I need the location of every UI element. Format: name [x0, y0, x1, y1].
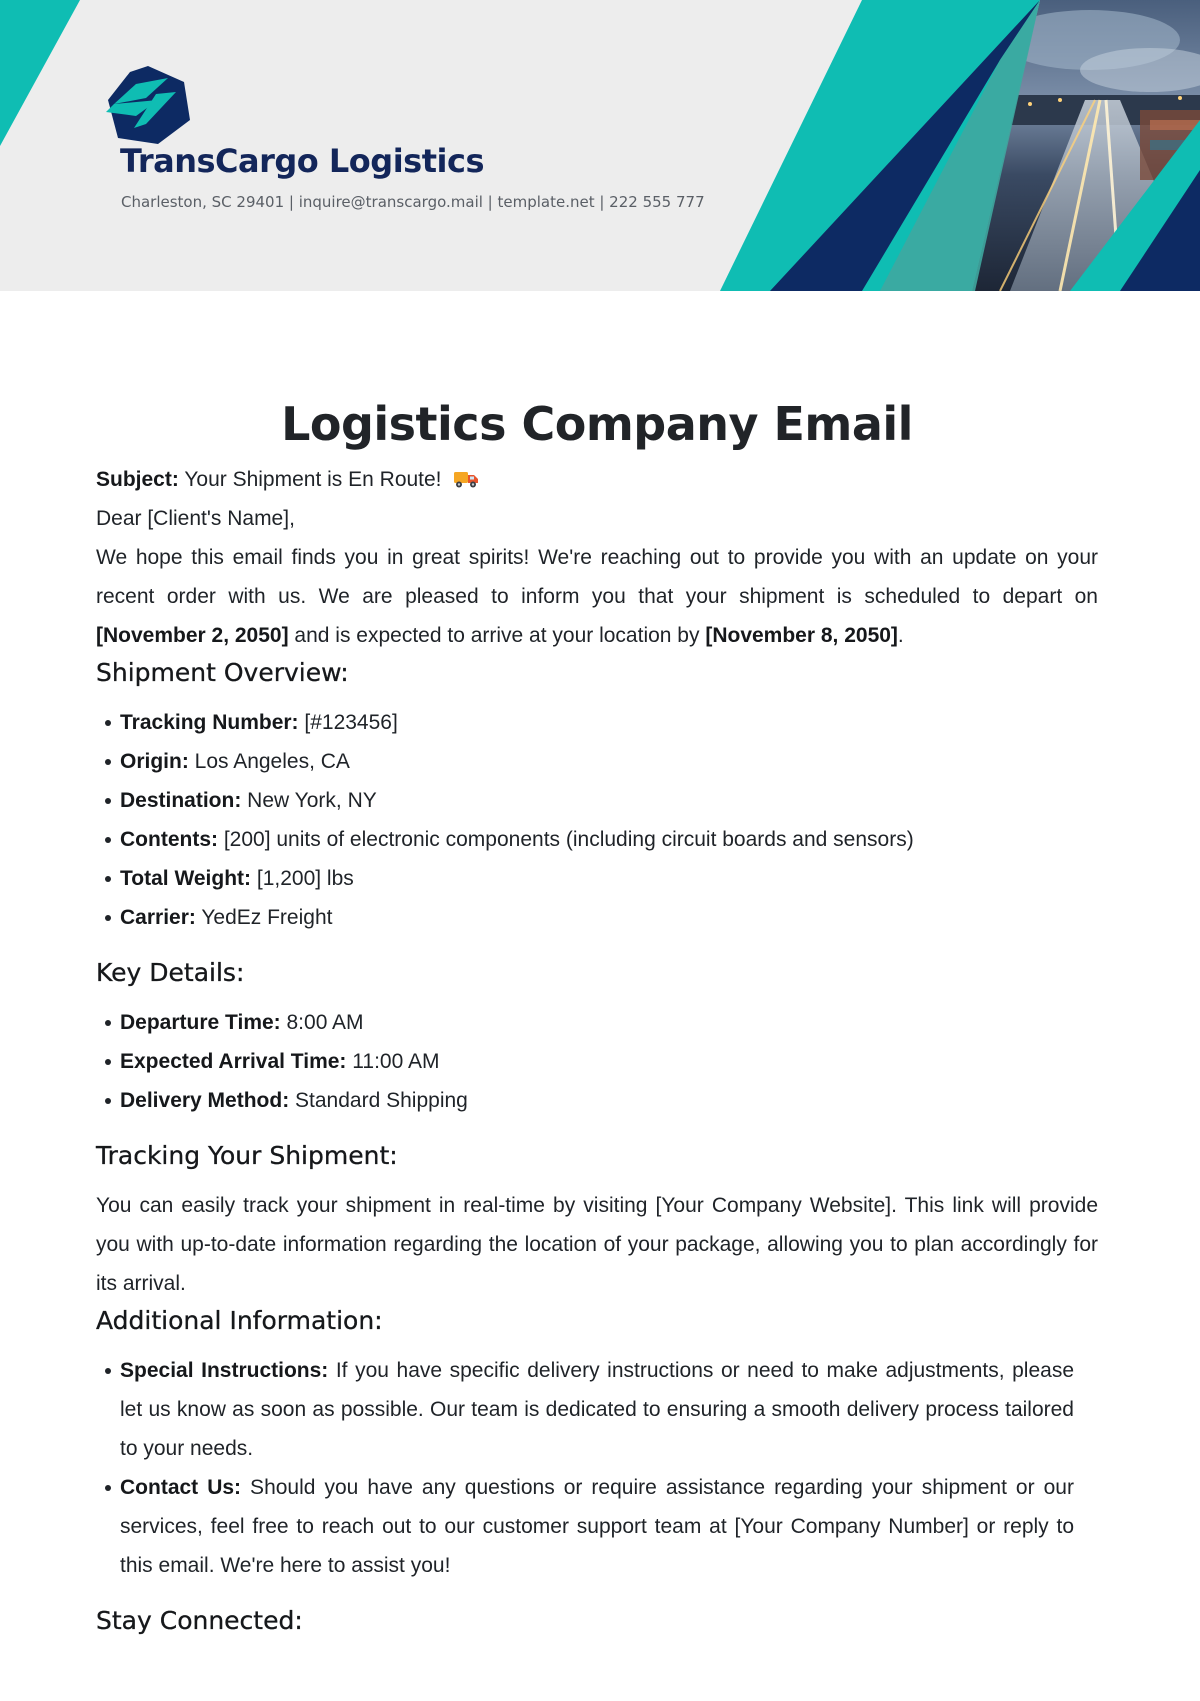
intro-text-3: . — [897, 624, 904, 647]
list-item — [96, 703, 1098, 742]
item-value: 8:00 AM — [280, 1011, 364, 1034]
company-logo-icon — [106, 64, 190, 146]
list-item — [96, 859, 1098, 898]
greeting: Dear [Client's Name], — [96, 507, 295, 530]
shipment-overview-heading: Shipment Overview: — [96, 658, 349, 687]
item-value: [1,200] lbs — [251, 867, 354, 890]
list-item — [96, 1351, 1098, 1468]
company-name: TransCargo Logistics — [120, 142, 484, 180]
list-item — [96, 898, 1098, 937]
letterhead-header — [0, 0, 1200, 291]
additional-info-list — [96, 1351, 1098, 1585]
item-label: Destination: — [120, 789, 242, 812]
item-label: Origin: — [120, 750, 189, 773]
subject-line — [96, 460, 1098, 499]
item-label: Carrier: — [120, 906, 196, 929]
item-value: 11:00 AM — [346, 1050, 440, 1073]
list-item — [96, 1081, 1098, 1120]
item-value: [200] units of electronic components (including circuit boards and sensors) — [218, 828, 914, 851]
item-label: Tracking Number: — [120, 711, 299, 734]
additional-info-heading: Additional Information: — [96, 1306, 383, 1335]
item-label: Departure Time: — [120, 1011, 281, 1034]
key-details-list — [96, 1003, 1098, 1120]
item-label: Expected Arrival Time: — [120, 1050, 347, 1073]
list-item — [96, 1468, 1098, 1585]
arrive-date: [November 8, 2050] — [705, 624, 898, 647]
tracking-heading: Tracking Your Shipment: — [96, 1141, 398, 1170]
item-value: If you have specific delivery instructions or need to make adjustments, please let us know as soon as possible. Our team is dedicated to ensuring a smooth delivery process tailored to your needs. — [120, 1359, 1074, 1460]
email-document — [96, 388, 1098, 1639]
list-item — [96, 1042, 1098, 1081]
item-value: Should you have any questions or require assistance regarding your shipment or our services, feel free to reach out to our customer support team at [Your Company Number] or reply to this email. We're here to assist you! — [120, 1476, 1074, 1577]
shipment-overview-list — [96, 703, 1098, 937]
item-label: Contents: — [120, 828, 218, 851]
list-item — [96, 781, 1098, 820]
item-value: New York, NY — [241, 789, 377, 812]
intro-paragraph — [96, 538, 1098, 655]
item-value: YedEz Freight — [195, 906, 333, 929]
company-contact-line: Charleston, SC 29401 | inquire@transcargo.mail | template.net | 222 555 777 — [121, 193, 705, 211]
list-item — [96, 1003, 1098, 1042]
intro-text-1: We hope this email finds you in great spirits! We're reaching out to provide you with an update on your recent order with us. We are pleased to inform you that your shipment is scheduled to depart on — [96, 546, 1098, 608]
item-value: [#123456] — [298, 711, 398, 734]
subject-text: Your Shipment is En Route! — [184, 468, 442, 491]
left-teal-shard — [0, 0, 80, 146]
stay-connected-heading: Stay Connected: — [96, 1606, 303, 1635]
depart-date: [November 2, 2050] — [96, 624, 289, 647]
subject-label: Subject: — [96, 468, 179, 491]
intro-text-2: and is expected to arrive at your location by — [288, 624, 706, 647]
list-item — [96, 820, 1098, 859]
key-details-heading: Key Details: — [96, 958, 245, 987]
item-label: Special Instructions: — [120, 1359, 329, 1382]
item-value: Standard Shipping — [289, 1089, 468, 1112]
item-label: Delivery Method: — [120, 1089, 290, 1112]
list-item — [96, 742, 1098, 781]
delivery-truck-icon — [453, 469, 479, 489]
document-title: Logistics Company Email — [281, 397, 913, 451]
item-label: Total Weight: — [120, 867, 252, 890]
tracking-paragraph: You can easily track your shipment in real-time by visiting [Your Company Website]. This link will provide you with up-to-date information regarding the location of your package, allowing you to plan accordingly for its arrival. — [96, 1194, 1098, 1295]
item-label: Contact Us: — [120, 1476, 242, 1499]
item-value: Los Angeles, CA — [188, 750, 350, 773]
